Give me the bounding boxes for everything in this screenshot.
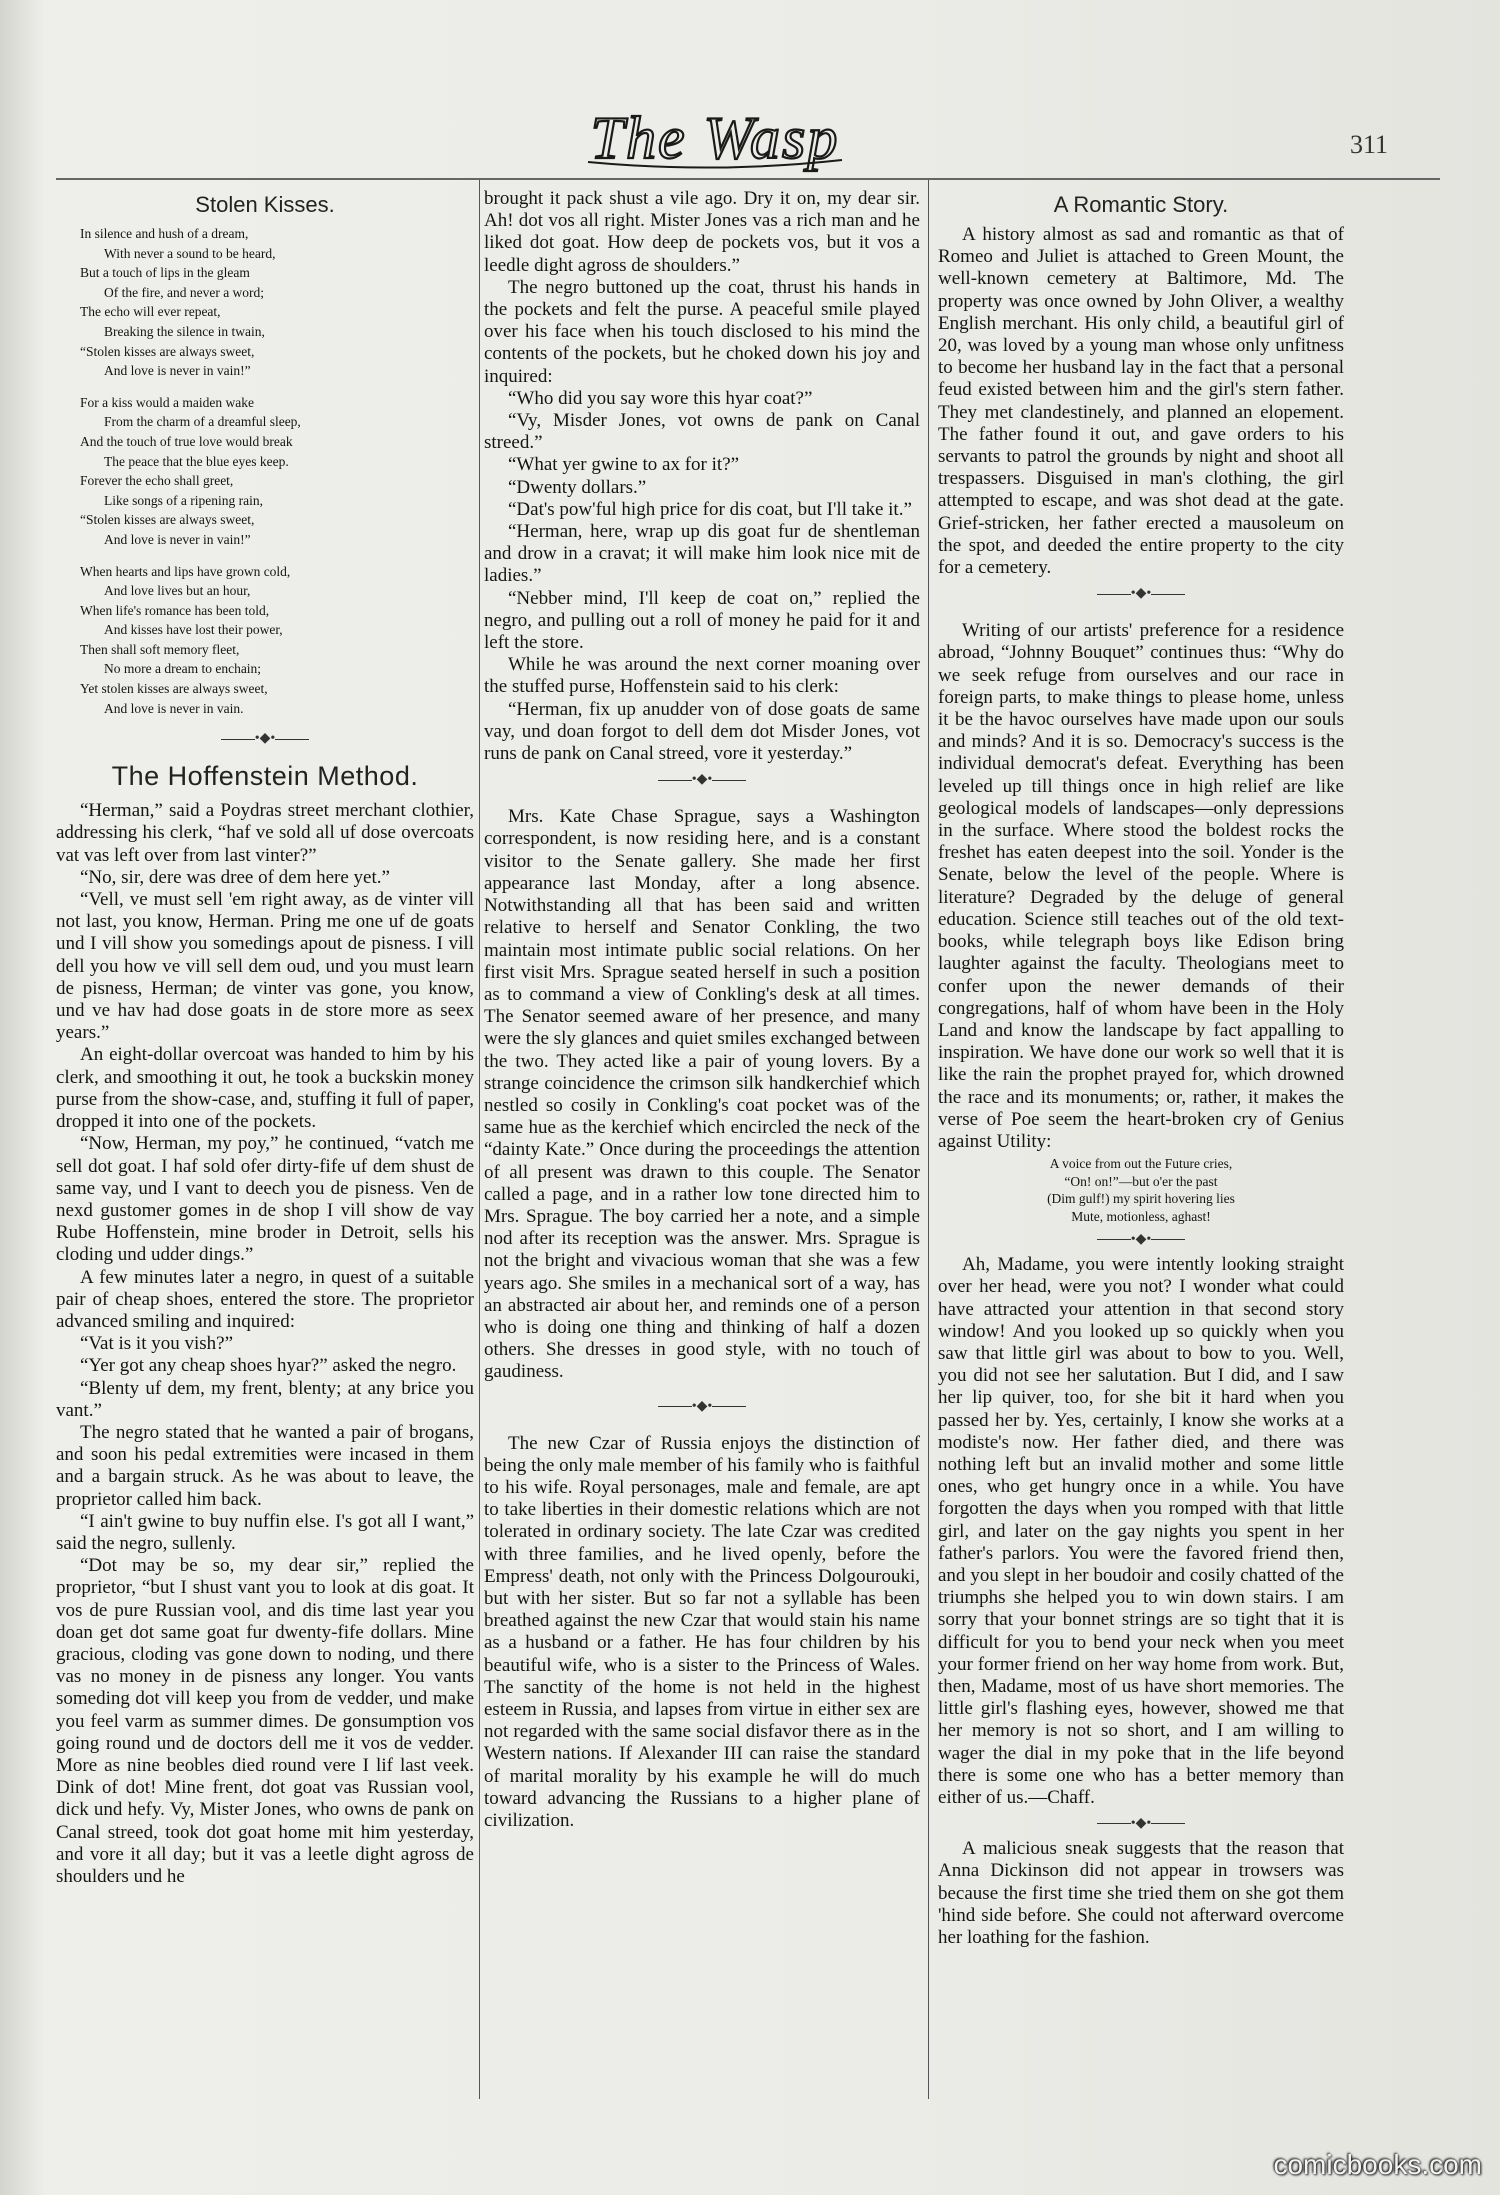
verse-line: Mute, motionless, aghast! bbox=[1071, 1208, 1211, 1224]
poem-line: And love is never in vain!” bbox=[104, 531, 251, 547]
poem-line: Forever the echo shall greet, bbox=[80, 473, 234, 489]
paragraph: “Herman, here, wrap up dis goat fur de shentleman and drow in a cravat; it will make him look nice mit de ladies.” bbox=[484, 521, 920, 587]
poem-line: But a touch of lips in the gleam bbox=[80, 265, 250, 281]
header-rule bbox=[56, 178, 1440, 180]
svg-text:The Wasp: The Wasp bbox=[590, 105, 840, 171]
column-1 bbox=[56, 188, 474, 2099]
poem-line: No more a dream to enchain; bbox=[104, 661, 262, 677]
poem-line: When life's romance has been told, bbox=[80, 602, 270, 618]
section-divider: •◆• bbox=[56, 730, 474, 747]
masthead-logo bbox=[570, 100, 860, 180]
paragraph: “Who did you say wore this hyar coat?” bbox=[508, 387, 813, 409]
poem-line: Then shall soft memory fleet, bbox=[80, 641, 240, 657]
poem-line: “Stolen kisses are always sweet, bbox=[80, 512, 255, 528]
poem-line: And the touch of true love would break bbox=[80, 433, 293, 449]
verse-line: “On! on!”—but o'er the past bbox=[1064, 1173, 1218, 1189]
poem-line: And love lives but an hour, bbox=[104, 583, 251, 599]
paragraph: “Now, Herman, my poy,” he continued, “vatch me sell dot goat. I haf sold ofer dirty-fife uf dem shust de same vay, und I vant to deech you de pisness. Ven de nexd gustomer gomes in de shop I vill show de vay Rube Hoffenstein, mine broder in Detroit, sells his cloding und udder dings.” bbox=[56, 1133, 474, 1266]
paragraph-artists: Writing of our artists' preference for a residence abroad, “Johnny Bouquet” continues thus: “Why do we seek refuge from ourselves and our race in foreign parts, to make things to please home, unless it be the havoc ourselves have made upon our souls and minds? And it is so. Democracy's success is the individual democrat's defeat. Everything has been leveled up till things once in high relief are like geological models of landscapes—only depressions in the surface. Where stood the boldest rocks the freshet has eaten deepest into the soil. Yonder is the Senate, below the level of the people. Where is literature? Degraded by the deluge of general education. Science still teaches out of the old text-books, while telegraph boys like Edison bring laughter against the faculty. Theologians meet to confer upon the newer demands of their congregations, half of whom have been in the Holy Land and know the landscape by fact appalling to inspiration. We have done our work so well that it is like the rain the prophet prayed for, which drowned the race and its monuments; or, rather, it makes the verse of Poe seem the heart-broken cry of Genius against Utility: bbox=[938, 620, 1344, 1152]
romantic-story-title: A Romantic Story. bbox=[1053, 192, 1229, 217]
paragraph: An eight-dollar overcoat was handed to him by his clerk, and smoothing it out, he took a buckskin money purse from the show-case, and, stuffing it full of paper, dropped it into one of the pockets. bbox=[56, 1044, 474, 1133]
verse-poe bbox=[938, 1155, 1344, 1225]
poem-title: Stolen Kisses. bbox=[195, 192, 335, 217]
paragraph: “Vy, Misder Jones, vot owns de pank on Canal streed.” bbox=[484, 410, 920, 454]
section-divider: •◆• bbox=[938, 1231, 1344, 1248]
section-divider: •◆• bbox=[938, 1815, 1344, 1832]
poem-line: The peace that the blue eyes keep. bbox=[104, 453, 289, 469]
paragraph: “Vell, ve must sell 'em right away, as de vinter vill not last, you know, Herman. Pring me one uf de goats und I vill show you somedings apout de pisness. I vill dell you how ve vill sell dem oud, und you must learn de pisness, Herman; de vinter vas gone, you know, und ve hav had dose goats in de store more as seex years.” bbox=[56, 889, 474, 1044]
verse-line: (Dim gulf!) my spirit hovering lies bbox=[1047, 1191, 1235, 1207]
story-title: The Hoffenstein Method. bbox=[111, 761, 419, 792]
column-rule bbox=[928, 180, 929, 2099]
paragraph-madame: Ah, Madame, you were intently looking straight over her head, were you not? I wonder what could have attracted your attention in that second story window! And you looked up so quickly when you saw that little girl was about to bow to you. Well, you did not see her salutation. But I did, and I saw her lip quiver, too, for she bit it hard when you passed her by. Yes, certainly, I know she works at a modiste's now. Her father died, and there was nothing left but an invalid mother and some little ones, who get hungry once in a while. You have forgotten the days when you romped with that little girl, and later on the gay nights you spent in her father's parlors. You were the favored friend then, and you slept in her boudoir and cosily chatted of the triumphs she helped you to win down stairs. I am sorry that your bonnet strings are so tight that it is difficult for you to bend your neck when you meet your former friend on her way home from work. But, then, Madame, most of us have short memories. The little girl's flashing eyes, however, showed me that her memory is not so short, and I am willing to wager the dial in my poke that in the life beyond there is some one who has a better memory than either of us.—Chaff. bbox=[938, 1254, 1344, 1808]
paragraph: “I ain't gwine to buy nuffin else. I's got all I want,” said the negro, sullenly. bbox=[56, 1510, 474, 1554]
poem-stanza bbox=[80, 562, 474, 719]
poem-line: Yet stolen kisses are always sweet, bbox=[80, 681, 268, 697]
column-3 bbox=[938, 188, 1344, 2099]
verse-line: A voice from out the Future cries, bbox=[1049, 1156, 1233, 1172]
paragraph: “Vat is it you vish?” bbox=[80, 1333, 234, 1355]
paragraph: “What yer gwine to ax for it?” bbox=[508, 454, 740, 476]
poem-line: And love is never in vain!” bbox=[104, 363, 251, 379]
paragraph-czar: The new Czar of Russia enjoys the distinction of being the only male member of his family who is faithful to his wife. Royal personages, male and female, are apt to take liberties in their domestic relations which are not tolerated in ordinary society. The late Czar was credited with three families, and he lived openly, before the Empress' death, not only with the Princess Dolgourouki, but with her sister. But so far not a syllable has been breathed against the new Czar that would stain his name as a husband or a father. He has four children by his beautiful wife, who is a sister to the Princess of Wales. The sanctity of the home is not held in the highest esteem in Russia, and lapses from virtue in either sex are not regarded with the same social disfavor there as in the Western nations. If Alexander III can raise the standard of marital morality by his example he will do much toward advancing the Russians to a higher plane of civilization. bbox=[484, 1432, 920, 1832]
poem-stanza bbox=[80, 393, 474, 550]
paragraph: “Nebber mind, I'll keep de coat on,” replied the negro, and pulling out a roll of money he paid for it and left the store. bbox=[484, 587, 920, 654]
paragraph: “Dat's pow'ful high price for dis coat, but I'll take it.” bbox=[508, 498, 912, 520]
poem-line: In silence and hush of a dream, bbox=[80, 226, 249, 241]
paragraph: While he was around the next corner moaning over the stuffed purse, Hoffenstein said to his clerk: bbox=[484, 654, 920, 698]
section-divider: •◆• bbox=[484, 1398, 920, 1415]
poem-line: The echo will ever repeat, bbox=[80, 304, 221, 320]
poem-line: Like songs of a ripening rain, bbox=[104, 492, 263, 508]
poem-line: Breaking the silence in twain, bbox=[104, 323, 265, 339]
paragraph: “Herman,” said a Poydras street merchant clothier, addressing his clerk, “haf ve sold all uf dose overcoats vat vas left over from last vinter?” bbox=[56, 800, 474, 866]
paragraph: The negro buttoned up the coat, thrust his hands in the pockets and felt the purse. A peaceful smile played over his face when his touch disclosed to his mind the contents of the pockets, but he choked down his joy and inquired: bbox=[484, 276, 920, 387]
page-number: 311 bbox=[1349, 130, 1388, 159]
poem-line: When hearts and lips have grown cold, bbox=[80, 563, 291, 579]
masthead-wordmark bbox=[570, 100, 860, 180]
section-divider: •◆• bbox=[484, 771, 920, 788]
poem-stanza bbox=[80, 224, 474, 381]
paragraph: The negro stated that he wanted a pair of brogans, and soon his pedal extremities were incased in them and a bargain struck. As he was about to leave, the proprietor called him back. bbox=[56, 1421, 474, 1510]
paragraph: brought it pack shust a vile ago. Dry it on, my dear sir. Ah! dot vos all right. Mister Jones vas a rich man and he liked dot goat. How deep de pockets vos, but it vos a leedle dight agross de shoulders.” bbox=[484, 188, 920, 276]
poem-line: For a kiss would a maiden wake bbox=[80, 394, 254, 410]
poem-line: With never a sound to be heard, bbox=[104, 245, 276, 261]
paragraph: “Dwenty dollars.” bbox=[508, 476, 647, 498]
section-divider: •◆• bbox=[938, 585, 1344, 602]
paragraph: A few minutes later a negro, in quest of a suitable pair of cheap shoes, entered the store. The proprietor advanced smiling and inquired: bbox=[56, 1266, 474, 1332]
watermark-credit: comicbooks.com bbox=[1273, 2149, 1482, 2180]
poem-line: From the charm of a dreamful sleep, bbox=[104, 414, 301, 430]
paragraph: “Dot may be so, my dear sir,” replied the proprietor, “but I shust vant you to look at dis goat. It vos de pure Russian vool, and dis time last year you doan get dot same goat fur dwenty-fife dollars. Mine gracious, cloding vas gone down to noding, und there vas no money in de pisness any longer. You vants someding dot vill keep you from de vedder, und make you feel varm as summer dimes. De gonsumption vos going round und de doctors dell me it vos de vedder. More as nine beobles died round vere I lif last veek. Dink of dot! Mine frent, dot goat vas Russian vool, dick und hefy. Vy, Mister Jones, who owns de pank on Canal streed, took dot goat home mit him yesterday, and vore it all day; but it vas a leetle dight agross de shoulders und he bbox=[56, 1555, 474, 1887]
paragraph: “Yer got any cheap shoes hyar?” asked the negro. bbox=[80, 1355, 457, 1377]
column-2 bbox=[484, 188, 920, 2099]
paragraph-dickinson: A malicious sneak suggests that the reason that Anna Dickinson did not appear in trowsers was because the first time she tried them on she got them 'hind side before. She could not afterward overcome her loathing for the fashion. bbox=[938, 1838, 1344, 1949]
column-rule bbox=[479, 180, 480, 2099]
poem-line: And kisses have lost their power, bbox=[104, 622, 283, 638]
paragraph-sprague: Mrs. Kate Chase Sprague, says a Washington correspondent, is now residing here, and is a constant visitor to the Senate gallery. She made her first appearance last Monday, after a long absence. Notwithstanding all that has been said and written relative to herself and Senator Conkling, the two maintain most intimate public social relations. On her first visit Mrs. Sprague seated herself in such a position as to command a view of Conkling's desk at all times. The Senator seemed aware of her presence, and many were the sly glances and quiet smiles exchanged between the two. They acted like a pair of young lovers. By a strange coincidence the crimson silk handkerchief which nestled so cosily in Conkling's coat pocket was of the same hue as the kerchief which encircled the neck of the “dainty Kate.” Once during the proceedings the attention of all present was drawn to this couple. The Senator called a page, and in a rather low tone directed him to Mrs. Sprague. The boy carried her a note, and a simple nod after its reception was the answer. Mrs. Sprague is not the bright and vivacious woman that she was a few years ago. She smiles in a mechanical sort of a way, has an abstracted air about her, and reminds one of a person who is doing one thing and thinking of half a dozen others. She dresses in good style, with no touch of gaudiness. bbox=[484, 806, 920, 1383]
paragraph: “No, sir, dere was dree of dem here yet.” bbox=[80, 866, 390, 888]
poem-line: Of the fire, and never a word; bbox=[104, 284, 265, 300]
paragraph: “Blenty uf dem, my frent, blenty; at any brice you vant.” bbox=[56, 1377, 474, 1421]
poem-line: “Stolen kisses are always sweet, bbox=[80, 343, 255, 359]
poem-line: And love is never in vain. bbox=[104, 700, 244, 716]
paragraph: “Herman, fix up anudder von of dose goats de same vay, und doan forgot to dell dem dot Misder Jones, vot runs de pank on Canal streed, vore it yesterday.” bbox=[484, 698, 920, 765]
paragraph-romantic: A history almost as sad and romantic as that of Romeo and Juliet is attached to Green Mount, the well-known cemetery at Baltimore, Md. The property was once owned by John Oliver, a wealthy English merchant. His only child, a beautiful girl of 20, was loved by a young man whose only unfitness to become her husband lay in the fact that a personal feud existed between him and the girl's stern father. They met clandestinely, and planned an elopement. The father found it out, and gave orders to his servants to patrol the grounds by night and shoot all trespassers. Disguised in man's clothing, the girl attempted to escape, and was shot dead at the gate. Grief-stricken, her father erected a mausoleum on the spot, and deeded the entire property to the city for a cemetery. bbox=[938, 224, 1344, 579]
poem-stolen-kisses bbox=[80, 224, 474, 718]
